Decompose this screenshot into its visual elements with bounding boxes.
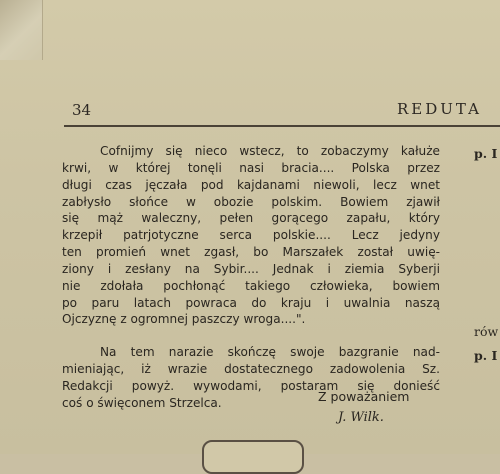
folded-corner (0, 0, 43, 60)
page-number: 34 (72, 101, 92, 119)
text-line: nie zdołała pochłonąć takiego człowieka, bowiem (62, 278, 440, 293)
margin-note-top: p. I (474, 146, 498, 161)
margin-note-middle: rów (474, 324, 499, 339)
article-body (62, 143, 440, 412)
text-line: ziony i zesłany na Sybir.... Jednak i ziemia Syberji (62, 261, 440, 276)
paragraph-1 (62, 143, 440, 328)
text-line: Ojczyznę z ogromnej paszczy wroga....". (62, 312, 306, 327)
text-line: długi czas jęczała pod kajdanami niewoli, lecz wnet (62, 177, 440, 192)
text-line: zabłysło słońce w obozie polskim. Bowiem zjawił (62, 194, 440, 209)
running-title: REDUTA (397, 100, 482, 118)
text-line: ten promień wnet zgasł, bo Marszałek został uwię- (62, 245, 440, 260)
text-line: się mąż waleczny, pełen gorącego zapału, który (62, 211, 440, 226)
text-line: coś o święconem Strzelca. (62, 395, 222, 410)
text-line: Cofnijmy się nieco wstecz, to zobaczymy kałuże (100, 144, 440, 158)
bottom-ornament (202, 440, 304, 474)
text-line: krwi, w której tonęli nasi bracia.... Polska przez (62, 160, 440, 175)
text-line: Na tem narazie skończę swoje bazgranie nad- (100, 345, 440, 360)
margin-note-lower: p. I (474, 348, 498, 363)
text-line: po paru latach powraca do kraju i uwalnia naszą (62, 295, 440, 310)
text-line: krzepił patrjotyczne serca polskie.... Lecz jedyny (62, 228, 440, 243)
text-line: Redakcji powyż. wywodami, postaram się donieść (62, 378, 440, 393)
author-signature: J. Wilk. (338, 410, 384, 425)
header-rule (64, 125, 500, 127)
text-line: mieniając, iż wrazie dostatecznego zadowolenia Sz. (62, 362, 440, 377)
closing-salutation: Z poważaniem (318, 389, 410, 404)
